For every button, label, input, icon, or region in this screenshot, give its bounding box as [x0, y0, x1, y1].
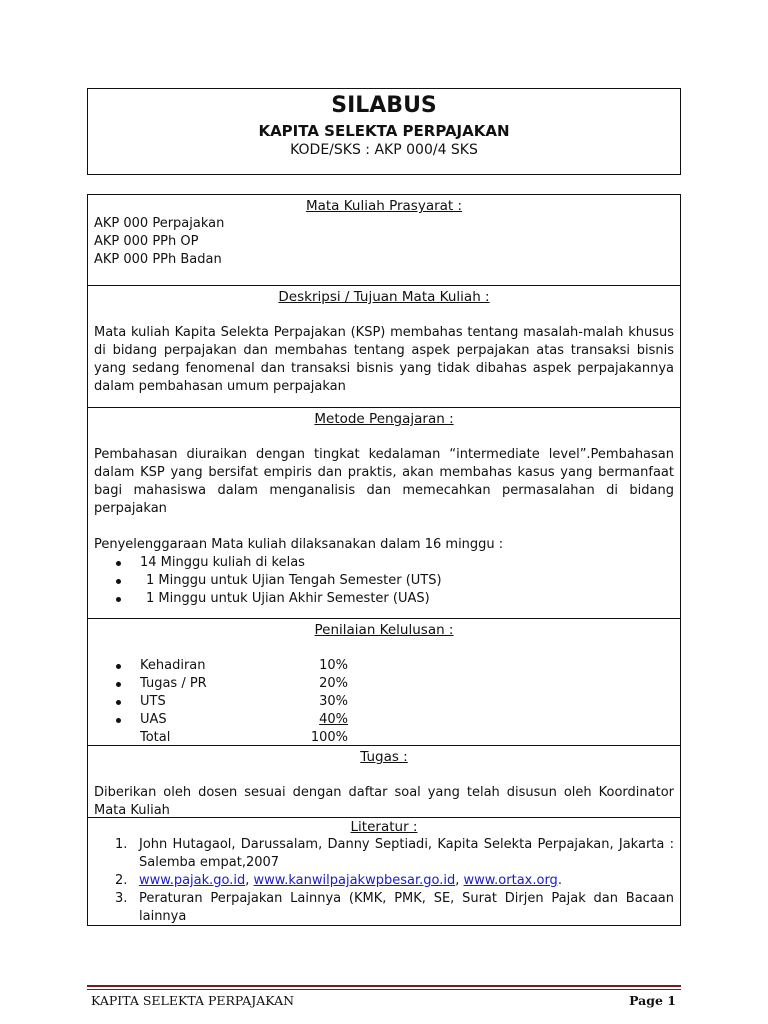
list-item: 14 Minggu kuliah di kelas [94, 554, 674, 572]
metode-section [88, 408, 680, 619]
footer-divider-thin [87, 989, 681, 990]
link-pajak[interactable]: www.pajak.go.id [139, 873, 246, 888]
penilaian-section [88, 619, 680, 746]
tugas-heading: Tugas : [360, 749, 408, 765]
prasyarat-heading: Mata Kuliah Prasyarat : [305, 198, 463, 214]
list-item: 3. Peraturan Perpajakan Lainnya (KMK, PMK, SE, Surat Dirjen Pajak dan Bacaan lainnya [115, 891, 674, 924]
prasyarat-item: AKP 000 Perpajakan [94, 216, 225, 231]
penilaian-heading: Penilaian Kelulusan : [314, 622, 454, 638]
tugas-section [88, 746, 680, 818]
list-item: 1 Minggu untuk Ujian Tengah Semester (UTS) [94, 572, 674, 590]
deskripsi-section [88, 286, 680, 408]
deskripsi-heading: Deskripsi / Tujuan Mata Kuliah : [278, 289, 490, 305]
document-title: SILABUS [331, 93, 437, 118]
grade-row: UTS 30% [94, 693, 674, 711]
course-name: KAPITA SELEKTA PERPAJAKAN [258, 122, 510, 140]
footer-divider [87, 985, 681, 987]
deskripsi-text: Mata kuliah Kapita Selekta Perpajakan (KSP) membahas tentang masalah-malah khusus di bidang perpajakan dan membahas tentang aspek perpajakan atas transaksi bisnis yang sedang fenomenal dan transaksi bisnis yang tidak dibahas aspek perpajakannya dalam pembahasan umum perpajakan [94, 325, 674, 394]
metode-heading: Metode Pengajaran : [314, 411, 454, 427]
metode-text: Pembahasan diuraikan dengan tingkat kedalaman “intermediate level”.Pembahasan dalam KSP yang bersifat empiris dan praktis, akan membahas kasus yang bermanfaat bagi mahasiswa dalam menganalisis dan memecahkan permasalahan di bidang perpajakan [94, 447, 674, 516]
title-box [87, 88, 681, 175]
list-item: 2. www.pajak.go.id, www.kanwilpajakwpbesar.go.id, www.ortax.org. [115, 873, 562, 888]
literatur-list [94, 836, 674, 926]
literatur-heading: Literatur : [350, 819, 418, 835]
tugas-text: Diberikan oleh dosen sesuai dengan daftar soal yang telah disusun oleh Koordinator Mata Kuliah [94, 785, 674, 818]
literatur-section [88, 818, 680, 925]
link-ortax[interactable]: www.ortax.org [463, 873, 558, 888]
prasyarat-item: AKP 000 PPh OP [94, 234, 199, 249]
list-item: 1 Minggu untuk Ujian Akhir Semester (UAS) [94, 590, 674, 608]
schedule-list [94, 554, 674, 608]
list-item: 1. John Hutagaol, Darussalam, Danny Septiadi, Kapita Selekta Perpajakan, Jakarta : Salemba empat,2007 [115, 837, 674, 870]
syllabus-table [87, 194, 681, 926]
footer-title: KAPITA SELEKTA PERPAJAKAN [91, 993, 295, 1008]
grade-total-row: Total 100% [140, 730, 348, 745]
course-code: KODE/SKS : AKP 000/4 SKS [290, 142, 478, 158]
link-kanwilpajak[interactable]: www.kanwilpajakwpbesar.go.id [253, 873, 456, 888]
grade-row: Tugas / PR 20% [94, 675, 674, 693]
prasyarat-section [88, 195, 680, 286]
grade-row: Kehadiran 10% [94, 657, 674, 675]
page-number: Page 1 [629, 993, 676, 1008]
prasyarat-item: AKP 000 PPh Badan [94, 252, 222, 267]
schedule-intro: Penyelenggaraan Mata kuliah dilaksanakan dalam 16 minggu : [94, 537, 504, 552]
grade-row: UAS 40% [94, 711, 674, 729]
